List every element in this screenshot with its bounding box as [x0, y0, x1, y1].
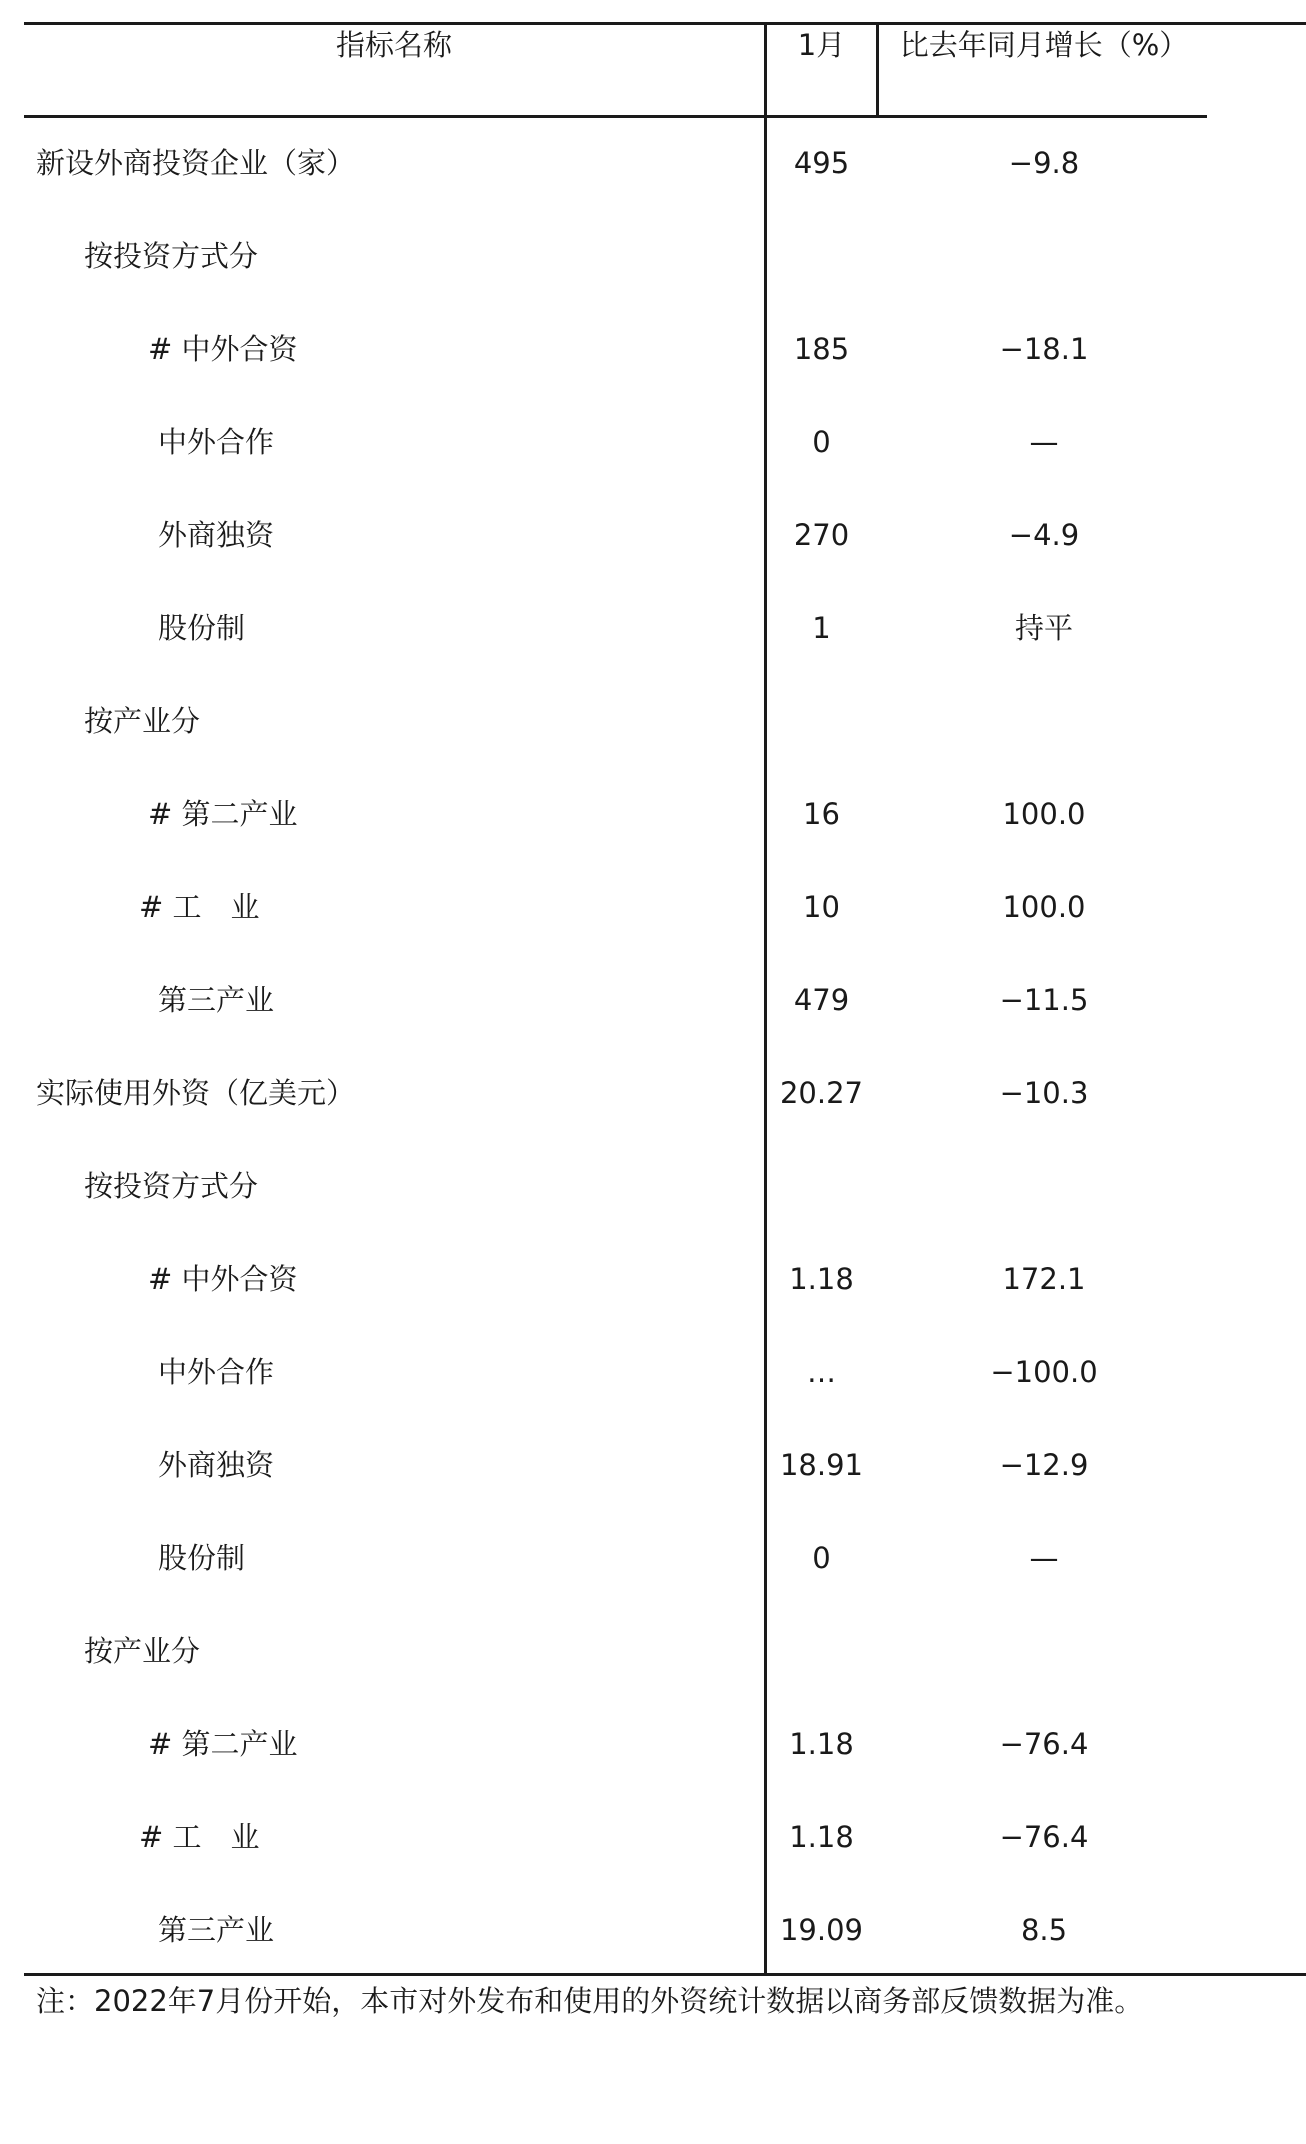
indicator-name: # 工 业 [139, 1820, 260, 1854]
january-value: 1.18 [789, 1820, 854, 1854]
footnote: 注：2022年7月份开始，本市对外发布和使用的外资统计数据以商务部反馈数据为准。 [36, 1984, 1144, 2018]
yoy-growth-value: 172.1 [1002, 1262, 1086, 1296]
indicator-name: 中外合作 [158, 425, 275, 459]
january-value: 1 [812, 611, 831, 645]
january-value: 18.91 [779, 1448, 864, 1482]
indicator-name: # 第二产业 [148, 1727, 298, 1761]
table-row [0, 1512, 1306, 1605]
yoy-growth-value: −18.1 [999, 332, 1089, 366]
table-row [0, 582, 1306, 675]
header-indicator-name: 指标名称 [335, 28, 452, 62]
table-row [0, 1698, 1306, 1791]
january-value: 16 [803, 797, 840, 831]
yoy-growth-value: 持平 [1014, 611, 1073, 645]
indicator-name: 按产业分 [84, 1634, 201, 1668]
yoy-growth-value: −100.0 [990, 1355, 1098, 1389]
indicator-name: 外商独资 [158, 1448, 275, 1482]
january-value: 270 [793, 518, 850, 552]
table-row [0, 489, 1306, 582]
january-value: 0 [812, 1541, 831, 1575]
table-row [0, 1047, 1306, 1140]
indicator-name: 中外合作 [158, 1355, 275, 1389]
table-row [0, 210, 1306, 303]
indicator-name: 外商独资 [158, 518, 275, 552]
yoy-growth-value [879, 1605, 1209, 1698]
january-value [767, 1140, 876, 1233]
yoy-growth-value: −9.8 [1008, 146, 1080, 180]
header-january: 1月 [797, 28, 846, 62]
january-value: 20.27 [779, 1076, 864, 1110]
yoy-growth-value: −76.4 [999, 1820, 1089, 1854]
indicator-name: # 中外合资 [148, 1262, 298, 1296]
january-value: 1.18 [789, 1727, 854, 1761]
indicator-name: # 中外合资 [148, 332, 298, 366]
yoy-growth-value: −11.5 [999, 983, 1089, 1017]
yoy-growth-value: — [1029, 425, 1059, 459]
indicator-name: 股份制 [158, 1541, 246, 1575]
header-yoy-growth: 比去年同月增长（%） [899, 28, 1189, 62]
indicator-name: # 工 业 [139, 890, 260, 924]
table-row [0, 303, 1306, 396]
january-value: 495 [793, 146, 850, 180]
yoy-growth-value: −10.3 [999, 1076, 1089, 1110]
table-row [0, 396, 1306, 489]
yoy-growth-value: 100.0 [1002, 890, 1086, 924]
yoy-growth-value [879, 675, 1209, 768]
january-value: 19.09 [779, 1913, 864, 1947]
yoy-growth-value: −12.9 [999, 1448, 1089, 1482]
january-value: 0 [812, 425, 831, 459]
yoy-growth-value: 8.5 [1020, 1913, 1068, 1947]
table-row [0, 1791, 1306, 1884]
indicator-name: 按投资方式分 [84, 1169, 259, 1203]
yoy-growth-value: 100.0 [1002, 797, 1086, 831]
yoy-growth-value: −4.9 [1008, 518, 1080, 552]
indicator-name: 股份制 [158, 611, 246, 645]
table-row [0, 1326, 1306, 1419]
indicator-name: # 第二产业 [148, 797, 298, 831]
january-value [767, 1605, 876, 1698]
indicator-name: 按产业分 [84, 704, 201, 738]
yoy-growth-value: — [1029, 1541, 1059, 1575]
table-row [0, 861, 1306, 954]
january-value: 1.18 [789, 1262, 854, 1296]
january-value: 10 [803, 890, 840, 924]
table-row [0, 1140, 1306, 1233]
indicator-name: 实际使用外资（亿美元） [36, 1076, 356, 1110]
table-row [0, 768, 1306, 861]
yoy-growth-value [879, 210, 1209, 303]
january-value [767, 210, 876, 303]
table-row [0, 1884, 1306, 1977]
january-value: 185 [793, 332, 850, 366]
table-row [0, 675, 1306, 768]
table-row [0, 1605, 1306, 1698]
table-row [0, 117, 1306, 210]
january-value [767, 675, 876, 768]
table-row [0, 1419, 1306, 1512]
january-value: 479 [793, 983, 850, 1017]
yoy-growth-value: −76.4 [999, 1727, 1089, 1761]
indicator-name: 新设外商投资企业（家） [36, 146, 356, 180]
indicator-name: 第三产业 [158, 983, 275, 1017]
january-value: … [807, 1355, 836, 1389]
indicator-name: 按投资方式分 [84, 239, 259, 273]
indicator-name: 第三产业 [158, 1913, 275, 1947]
table-row [0, 954, 1306, 1047]
table-row [0, 1233, 1306, 1326]
yoy-growth-value [879, 1140, 1209, 1233]
